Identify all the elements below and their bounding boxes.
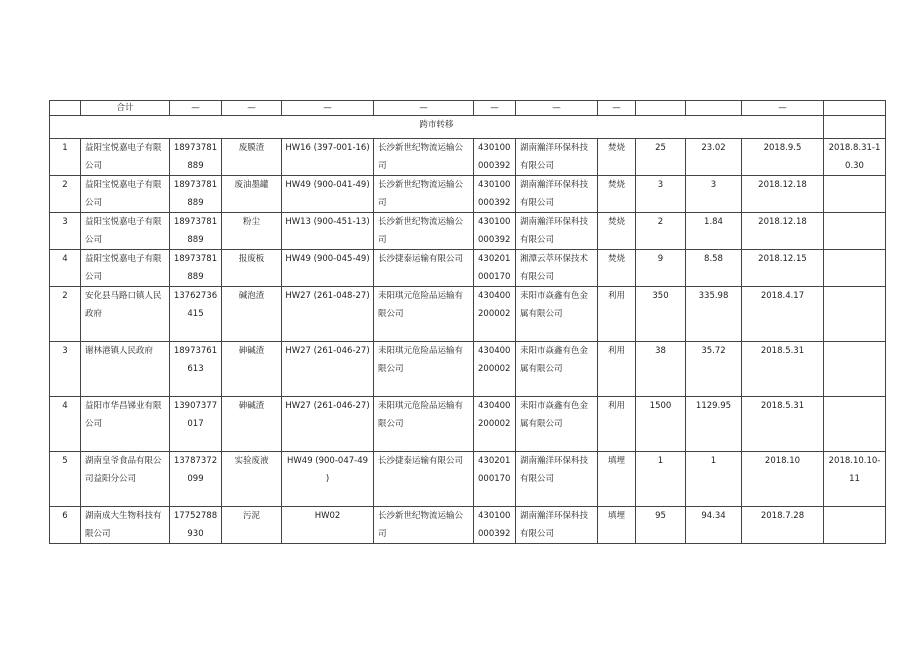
cell-period — [824, 507, 886, 544]
cell-date: 2018.5.31 — [742, 342, 824, 397]
transfer-table — [49, 100, 886, 544]
summary-dash: — — [598, 101, 636, 116]
table-row — [50, 507, 886, 544]
cell-zip: 430100000392 — [474, 213, 516, 250]
section-title: 跨市转移 — [50, 116, 824, 139]
cell-phone: 17752788930 — [170, 507, 222, 544]
cell-zip: 430400 200002 — [474, 342, 516, 397]
cell-unit: 益阳宝悦嘉电子有限公司 — [81, 139, 170, 176]
section-row — [50, 116, 886, 139]
cell-waste: 报废板 — [222, 250, 282, 287]
section-cell-blank — [824, 116, 886, 139]
cell-date: 2018.9.5 — [742, 139, 824, 176]
cell-unit: 湖南皇爷食品有限公司益阳分公司 — [81, 452, 170, 507]
cell-method: 焚烧 — [598, 176, 636, 213]
cell-carrier: 长沙捷泰运输有限公司 — [374, 250, 474, 287]
cell-phone: 18973781889 — [170, 139, 222, 176]
cell-zip: 430400 200002 — [474, 397, 516, 452]
cell-period — [824, 287, 886, 342]
summary-dash: — — [516, 101, 598, 116]
table-row — [50, 342, 886, 397]
cell-actual: 35.72 — [686, 342, 742, 397]
cell-method: 焚烧 — [598, 139, 636, 176]
cell-no: 2 — [50, 176, 81, 213]
cell-period: 2018.10.10-11 — [824, 452, 886, 507]
summary-row — [50, 101, 886, 116]
cell-method: 利用 — [598, 397, 636, 452]
cell-zip: 430201000170 — [474, 250, 516, 287]
cell-waste: 砷碱渣 — [222, 397, 282, 452]
summary-dash: — — [742, 101, 824, 116]
cell-plan: 3 — [636, 176, 686, 213]
cell-period — [824, 213, 886, 250]
cell-actual: 335.98 — [686, 287, 742, 342]
cell-waste: 实验废液 — [222, 452, 282, 507]
cell-phone: 13787372099 — [170, 452, 222, 507]
cell-code: HW49 (900-045-49) — [282, 250, 374, 287]
cell-zip: 430100000392 — [474, 176, 516, 213]
cell-actual: 1 — [686, 452, 742, 507]
cell-code: HW49 (900-047-49 ) — [282, 452, 374, 507]
cell-plan: 1500 — [636, 397, 686, 452]
cell-plan: 38 — [636, 342, 686, 397]
cell-period — [824, 176, 886, 213]
cell-receiver: 耒阳市焱鑫有色金属有限公司 — [516, 397, 598, 452]
cell-carrier: 耒阳琪元危险品运输有限公司 — [374, 342, 474, 397]
cell-plan: 2 — [636, 213, 686, 250]
cell-no: 1 — [50, 139, 81, 176]
cell-carrier: 长沙新世纪物流运输公司 — [374, 507, 474, 544]
cell-receiver: 湖南瀚洋环保科技有限公司 — [516, 176, 598, 213]
cell-waste: 废油墨罐 — [222, 176, 282, 213]
cell-code: HW27 (261-046-27) — [282, 342, 374, 397]
table-row — [50, 287, 886, 342]
cell-unit: 益阳宝悦嘉电子有限公司 — [81, 250, 170, 287]
cell-phone: 13907377017 — [170, 397, 222, 452]
cell-receiver: 湘潭云萃环保技术有限公司 — [516, 250, 598, 287]
cell-unit: 湖南成大生物科技有限公司 — [81, 507, 170, 544]
cell-phone: 18973761613 — [170, 342, 222, 397]
cell-code: HW49 (900-041-49) — [282, 176, 374, 213]
cell-phone: 18973781889 — [170, 176, 222, 213]
table-row — [50, 213, 886, 250]
cell-code: HW27 (261-048-27) — [282, 287, 374, 342]
cell-receiver: 耒阳市焱鑫有色金属有限公司 — [516, 342, 598, 397]
cell-date: 2018.12.18 — [742, 213, 824, 250]
table-row — [50, 139, 886, 176]
cell-period — [824, 342, 886, 397]
summary-cell-blank — [50, 101, 81, 116]
cell-actual: 3 — [686, 176, 742, 213]
cell-no: 4 — [50, 397, 81, 452]
cell-phone: 18973781889 — [170, 213, 222, 250]
cell-no: 6 — [50, 507, 81, 544]
cell-phone: 13762736415 — [170, 287, 222, 342]
summary-dash: — — [374, 101, 474, 116]
cell-no: 4 — [50, 250, 81, 287]
cell-carrier: 耒阳琪元危险品运输有限公司 — [374, 287, 474, 342]
cell-unit: 益阳宝悦嘉电子有限公司 — [81, 176, 170, 213]
summary-dash: — — [170, 101, 222, 116]
cell-date: 2018.4.17 — [742, 287, 824, 342]
cell-carrier: 长沙新世纪物流运输公司 — [374, 213, 474, 250]
cell-receiver: 湖南瀚洋环保科技有限公司 — [516, 139, 598, 176]
summary-dash — [824, 101, 886, 116]
cell-period — [824, 397, 886, 452]
cell-method: 利用 — [598, 287, 636, 342]
cell-waste: 砷碱渣 — [222, 342, 282, 397]
cell-code: HW13 (900-451-13) — [282, 213, 374, 250]
summary-label: 合计 — [81, 101, 170, 116]
table-row — [50, 452, 886, 507]
cell-actual: 94.34 — [686, 507, 742, 544]
table-row — [50, 397, 886, 452]
summary-dash: — — [282, 101, 374, 116]
cell-plan: 25 — [636, 139, 686, 176]
cell-unit: 谢林港镇人民政府 — [81, 342, 170, 397]
cell-date: 2018.10 — [742, 452, 824, 507]
cell-date: 2018.5.31 — [742, 397, 824, 452]
cell-period — [824, 250, 886, 287]
cell-phone: 18973781889 — [170, 250, 222, 287]
cell-method: 焚烧 — [598, 213, 636, 250]
cell-date: 2018.12.15 — [742, 250, 824, 287]
cell-plan: 9 — [636, 250, 686, 287]
summary-dash: — — [222, 101, 282, 116]
cell-carrier: 耒阳琪元危险品运输有限公司 — [374, 397, 474, 452]
transfer-table-page — [49, 100, 886, 544]
cell-method: 填埋 — [598, 452, 636, 507]
cell-zip: 430100000392 — [474, 139, 516, 176]
cell-date: 2018.12.18 — [742, 176, 824, 213]
cell-method: 填埋 — [598, 507, 636, 544]
cell-zip: 430201000170 — [474, 452, 516, 507]
cell-method: 焚烧 — [598, 250, 636, 287]
cell-actual: 8.58 — [686, 250, 742, 287]
cell-method: 利用 — [598, 342, 636, 397]
cell-code: HW02 — [282, 507, 374, 544]
cell-plan: 350 — [636, 287, 686, 342]
summary-dash — [636, 101, 686, 116]
summary-dash: — — [474, 101, 516, 116]
cell-actual: 23.02 — [686, 139, 742, 176]
cell-unit: 益阳宝悦嘉电子有限公司 — [81, 213, 170, 250]
cell-period: 2018.8.31-10.30 — [824, 139, 886, 176]
cell-unit: 益阳市华昌锑业有限公司 — [81, 397, 170, 452]
table-row — [50, 176, 886, 213]
cell-waste: 污泥 — [222, 507, 282, 544]
cell-waste: 碱泡渣 — [222, 287, 282, 342]
cell-receiver: 耒阳市焱鑫有色金属有限公司 — [516, 287, 598, 342]
cell-zip: 430400 200002 — [474, 287, 516, 342]
cell-plan: 95 — [636, 507, 686, 544]
cell-no: 3 — [50, 342, 81, 397]
table-row — [50, 250, 886, 287]
cell-no: 5 — [50, 452, 81, 507]
cell-plan: 1 — [636, 452, 686, 507]
cell-carrier: 长沙捷泰运输有限公司 — [374, 452, 474, 507]
cell-code: HW16 (397-001-16) — [282, 139, 374, 176]
cell-carrier: 长沙新世纪物流运输公司 — [374, 139, 474, 176]
cell-receiver: 湖南瀚洋环保科技有限公司 — [516, 452, 598, 507]
cell-receiver: 湖南瀚洋环保科技有限公司 — [516, 213, 598, 250]
cell-zip: 430100000392 — [474, 507, 516, 544]
cell-no: 3 — [50, 213, 81, 250]
cell-waste: 废膜渣 — [222, 139, 282, 176]
cell-no: 2 — [50, 287, 81, 342]
cell-receiver: 湖南瀚洋环保科技有限公司 — [516, 507, 598, 544]
cell-carrier: 长沙新世纪物流运输公司 — [374, 176, 474, 213]
cell-date: 2018.7.28 — [742, 507, 824, 544]
cell-unit: 安化县马路口镇人民政府 — [81, 287, 170, 342]
summary-dash — [686, 101, 742, 116]
cell-actual: 1129.95 — [686, 397, 742, 452]
cell-code: HW27 (261-046-27) — [282, 397, 374, 452]
cell-actual: 1.84 — [686, 213, 742, 250]
cell-waste: 粉尘 — [222, 213, 282, 250]
